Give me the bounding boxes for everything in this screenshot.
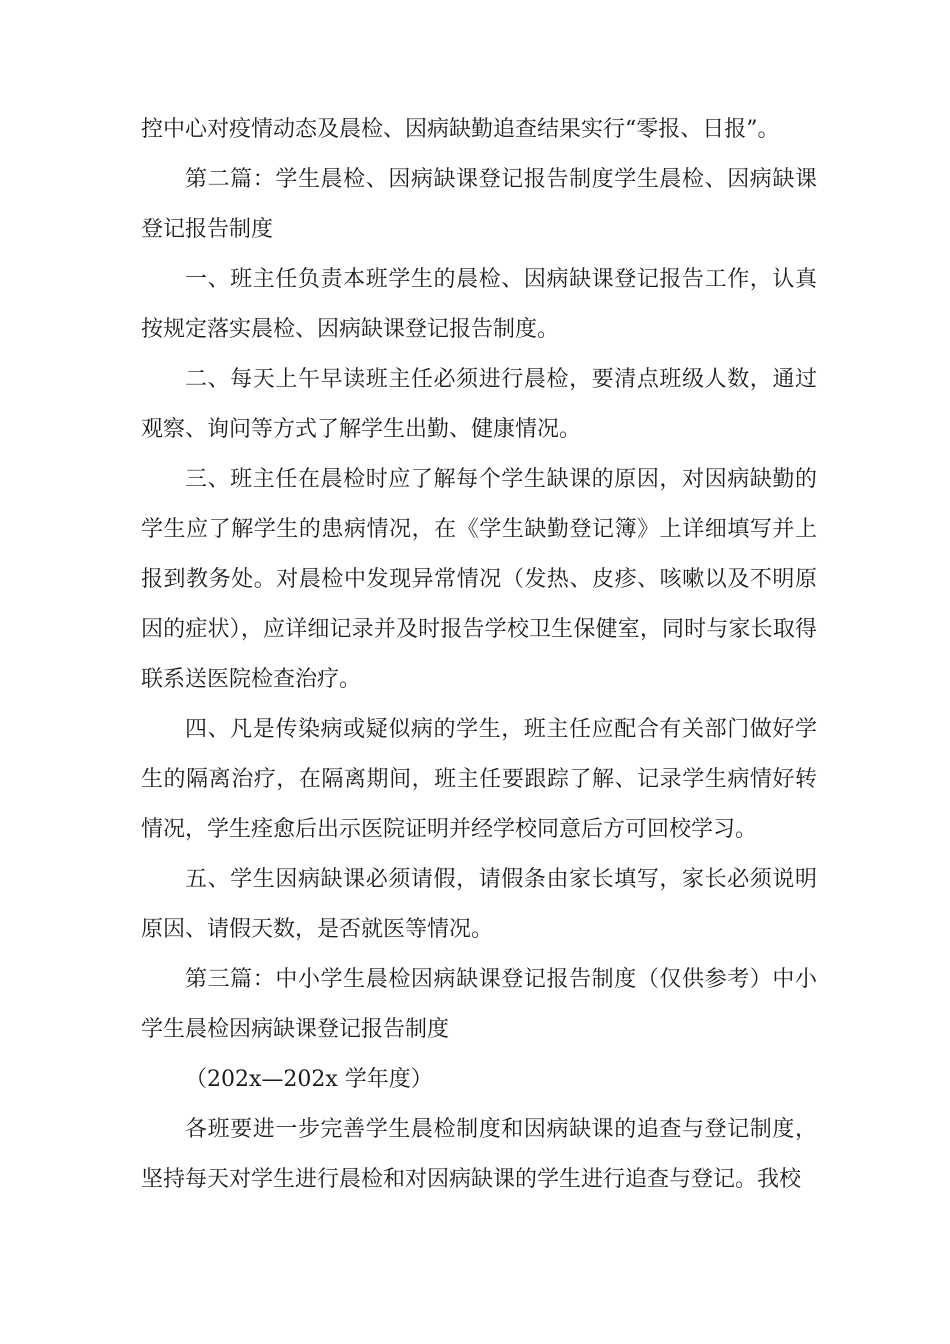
paragraph-item-three: 三、班主任在晨检时应了解每个学生缺课的原因，对因病缺勤的学生应了解学生的患病情况，在《学生缺勤登记簿》上详细填写并上报到教务处。对晨检中发现异常情况（发热、皮疹、咳嗽以及不明原因的症状），应详细记录并及时报告学校卫生保健室，同时与家长取得联系送医院检查治疗。 (141, 467, 817, 692)
section-heading-part-two: 第二篇：学生晨检、因病缺课登记报告制度学生晨检、因病缺课登记报告制度 (141, 167, 817, 242)
paragraph-intro: 各班要进一步完善学生晨检制度和因病缺课的追查与登记制度，坚持每天对学生进行晨检和对因病缺课的学生进行追查与登记。我校 (141, 1117, 817, 1192)
document-body (141, 105, 817, 1205)
paragraph-item-five: 五、学生因病缺课必须请假，请假条由家长填写，家长必须说明原因、请假天数，是否就医等情况。 (141, 867, 817, 942)
school-year-line: （202x—202x 学年度） (185, 1067, 433, 1092)
section-heading-part-three: 第三篇：中小学生晨检因病缺课登记报告制度（仅供参考）中小学生晨检因病缺课登记报告制度 (141, 967, 817, 1042)
paragraph-item-one: 一、班主任负责本班学生的晨检、因病缺课登记报告工作，认真按规定落实晨检、因病缺课登记报告制度。 (141, 267, 817, 342)
paragraph-item-four: 四、凡是传染病或疑似病的学生，班主任应配合有关部门做好学生的隔离治疗，在隔离期间，班主任要跟踪了解、记录学生病情好转情况，学生痊愈后出示医院证明并经学校同意后方可回校学习。 (141, 717, 817, 842)
paragraph-item-two: 二、每天上午早读班主任必须进行晨检，要清点班级人数，通过观察、询问等方式了解学生出勤、健康情况。 (141, 367, 817, 442)
paragraph-continuation: 控中心对疫情动态及晨检、因病缺勤追查结果实行“零报、日报”。 (141, 117, 780, 142)
